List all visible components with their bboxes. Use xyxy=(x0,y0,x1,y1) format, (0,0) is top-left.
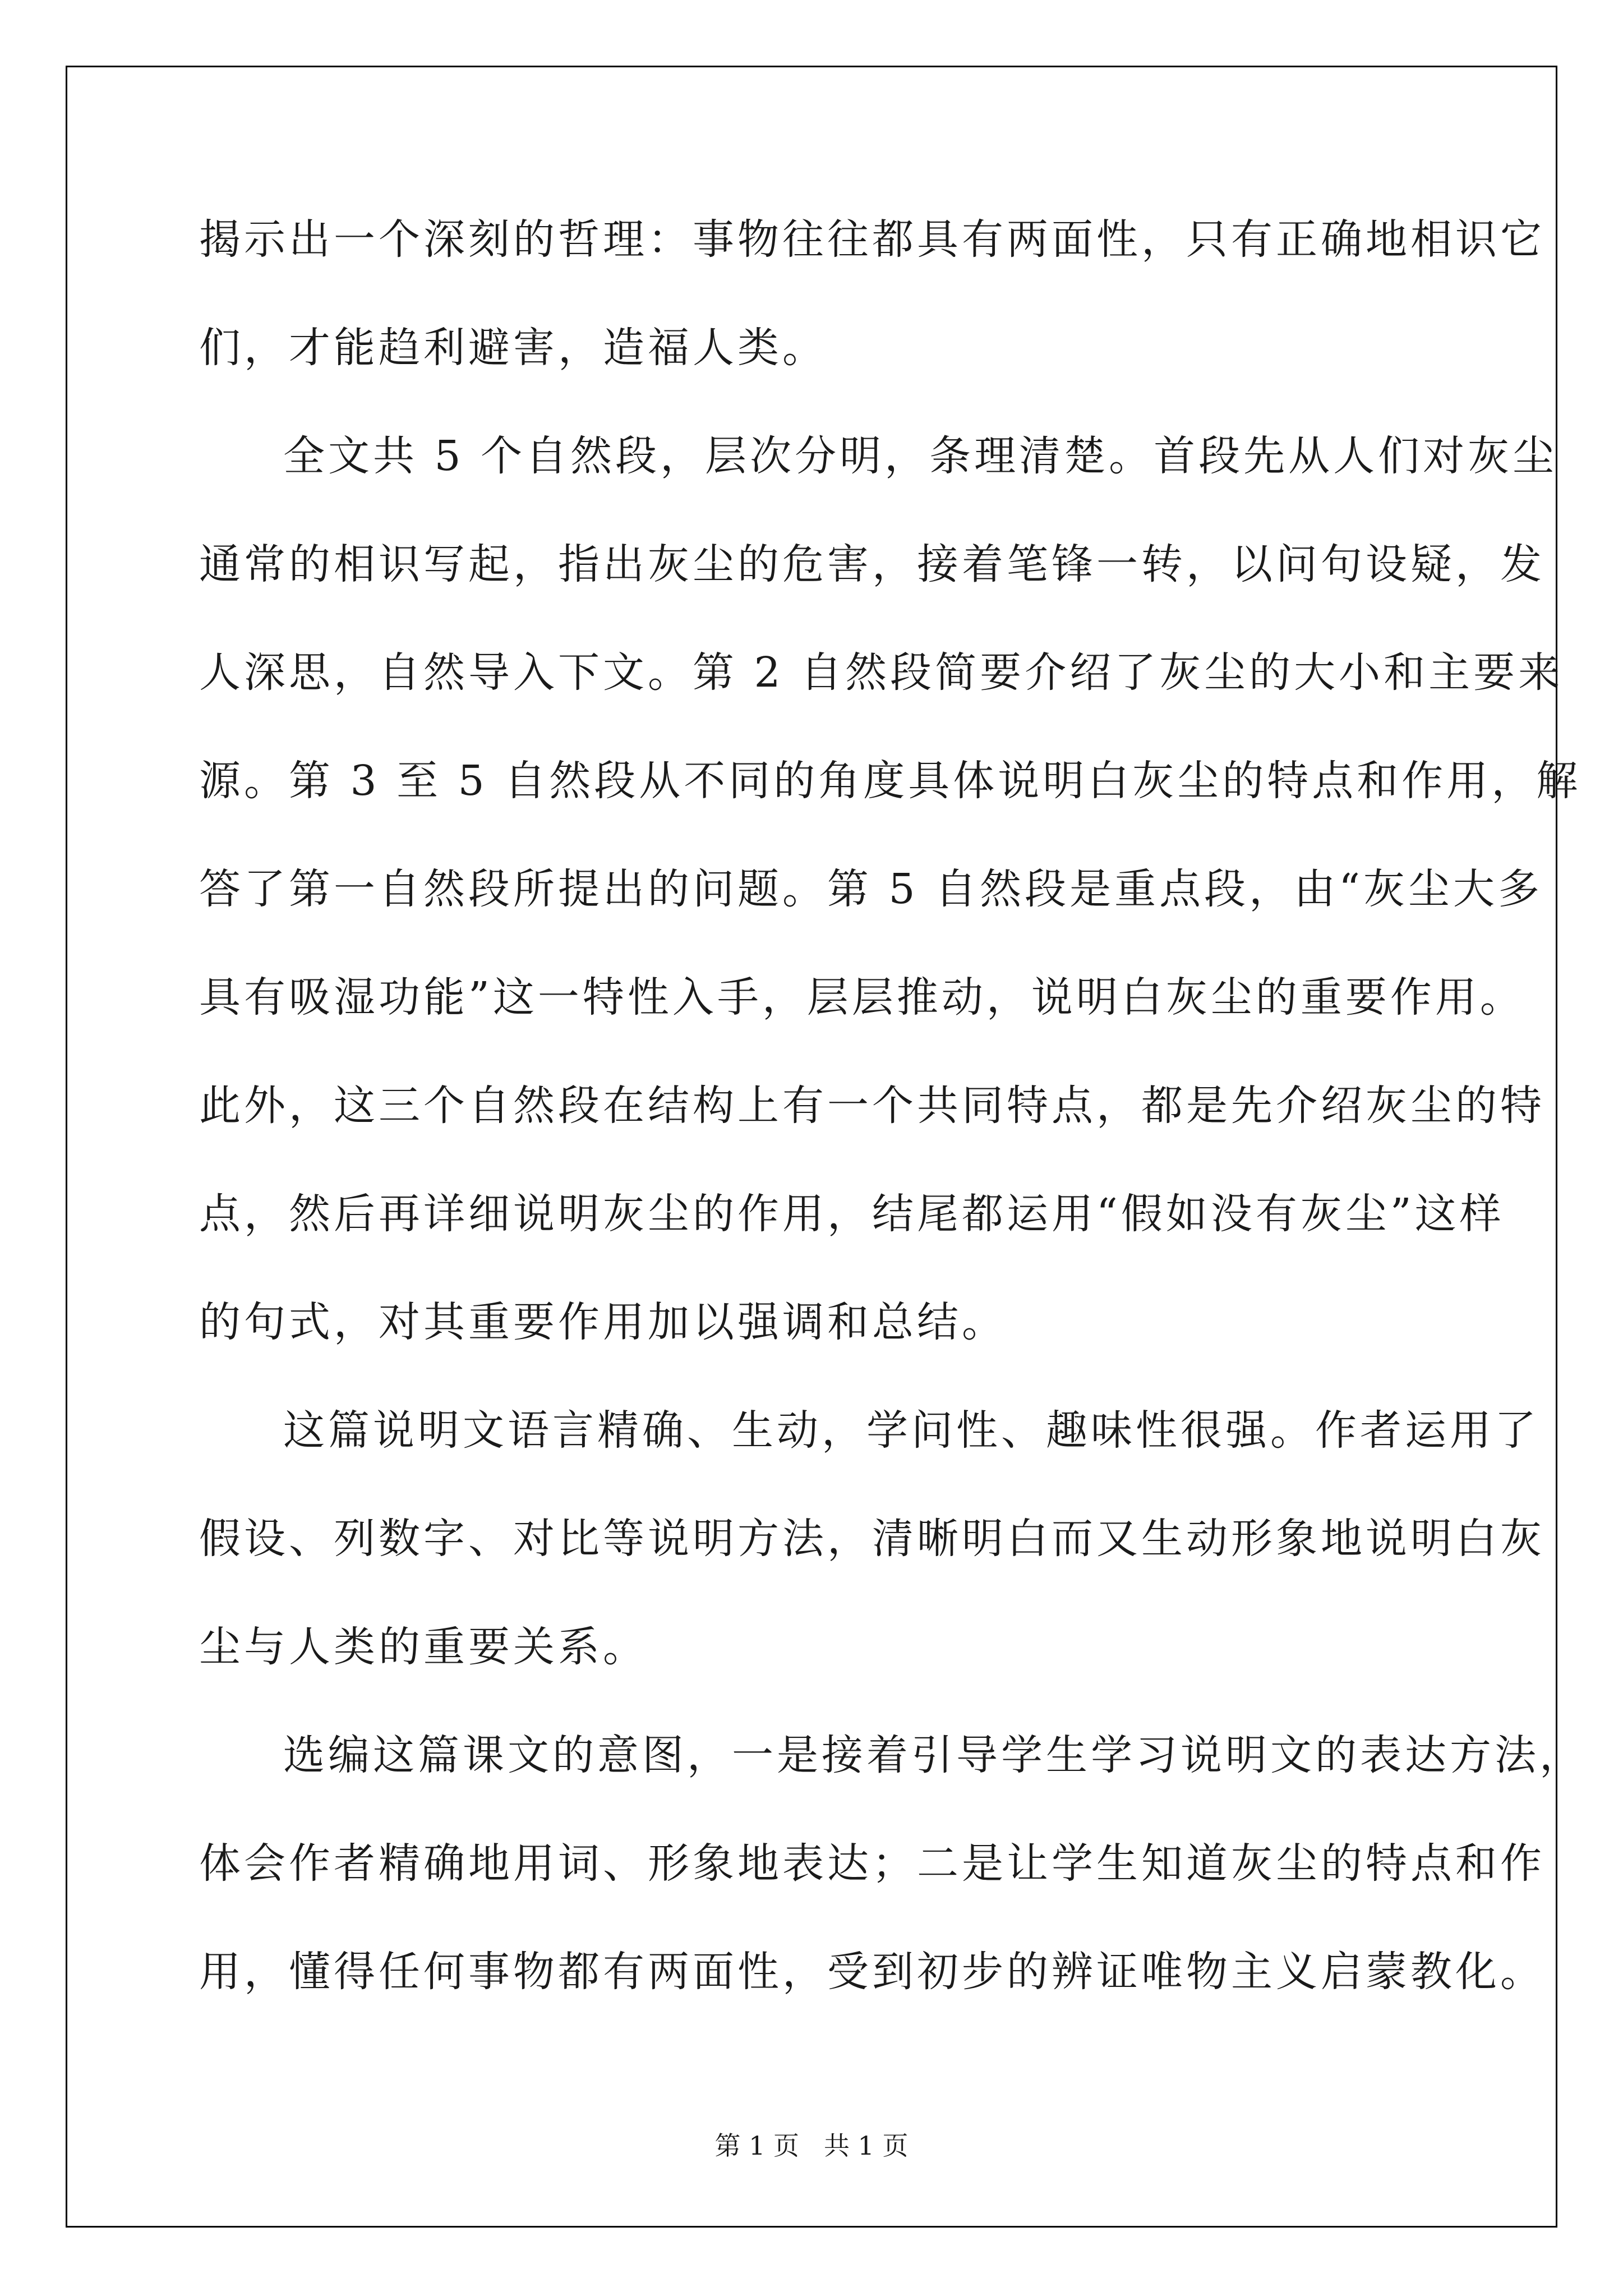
text-line: 这篇说明文语言精确、生动，学问性、趣味性很强。作者运用了 xyxy=(283,1406,1539,1455)
text-line: 此外，这三个自然段在结构上有一个共同特点，都是先介绍灰尘的特 xyxy=(199,1082,1545,1130)
text-line: 全文共 5 个自然段，层次分明，条理清楚。首段先从人们对灰尘 xyxy=(283,432,1558,480)
text-line: 体会作者精确地用词、形象地表达；二是让学生知道灰尘的特点和作 xyxy=(199,1839,1545,1888)
paragraph-1 xyxy=(199,215,1545,435)
text-line: 的句式，对其重要作用加以强调和总结。 xyxy=(199,1298,1007,1346)
page-footer xyxy=(0,2133,1623,2159)
document-body xyxy=(199,215,1584,2059)
page-total: 共 1 页 xyxy=(823,2131,909,2161)
text-line: 答了第一自然段所提出的问题。第 5 自然段是重点段，由“灰尘大多 xyxy=(199,865,1543,913)
text-line: 揭示出一个深刻的哲理：事物往往都具有两面性，只有正确地相识它 xyxy=(199,215,1545,264)
page-number: 第 1 页 xyxy=(714,2131,800,2161)
paragraph-3 xyxy=(199,1406,1545,1734)
paragraph-4 xyxy=(199,1731,1584,2059)
text-line: 具有吸湿功能”这一特性入手，层层推动，说明白灰尘的重要作用。 xyxy=(199,973,1525,1022)
text-line: 选编这篇课文的意图，一是接着引导学生学习说明文的表达方法， xyxy=(283,1731,1584,1779)
text-line: 尘与人类的重要关系。 xyxy=(199,1623,648,1671)
text-line: 通常的相识写起，指出灰尘的危害，接着笔锋一转，以问句设疑，发 xyxy=(199,540,1545,588)
text-line: 用，懂得任何事物都有两面性，受到初步的辨证唯物主义启蒙教化。 xyxy=(199,1948,1545,1996)
text-line: 假设、列数字、对比等说明方法，清晰明白而又生动形象地说明白灰 xyxy=(199,1515,1545,1563)
text-line: 源。第 3 至 5 自然段从不同的角度具体说明白灰尘的特点和作用，解 xyxy=(199,757,1581,805)
text-line: 们，才能趋利避害，造福人类。 xyxy=(199,324,827,372)
text-line: 点，然后再详细说明灰尘的作用，结尾都运用“假如没有灰尘”这样 xyxy=(199,1190,1505,1238)
text-line: 人深思，自然导入下文。第 2 自然段简要介绍了灰尘的大小和主要来 xyxy=(199,648,1564,697)
paragraph-2 xyxy=(199,432,1581,1410)
